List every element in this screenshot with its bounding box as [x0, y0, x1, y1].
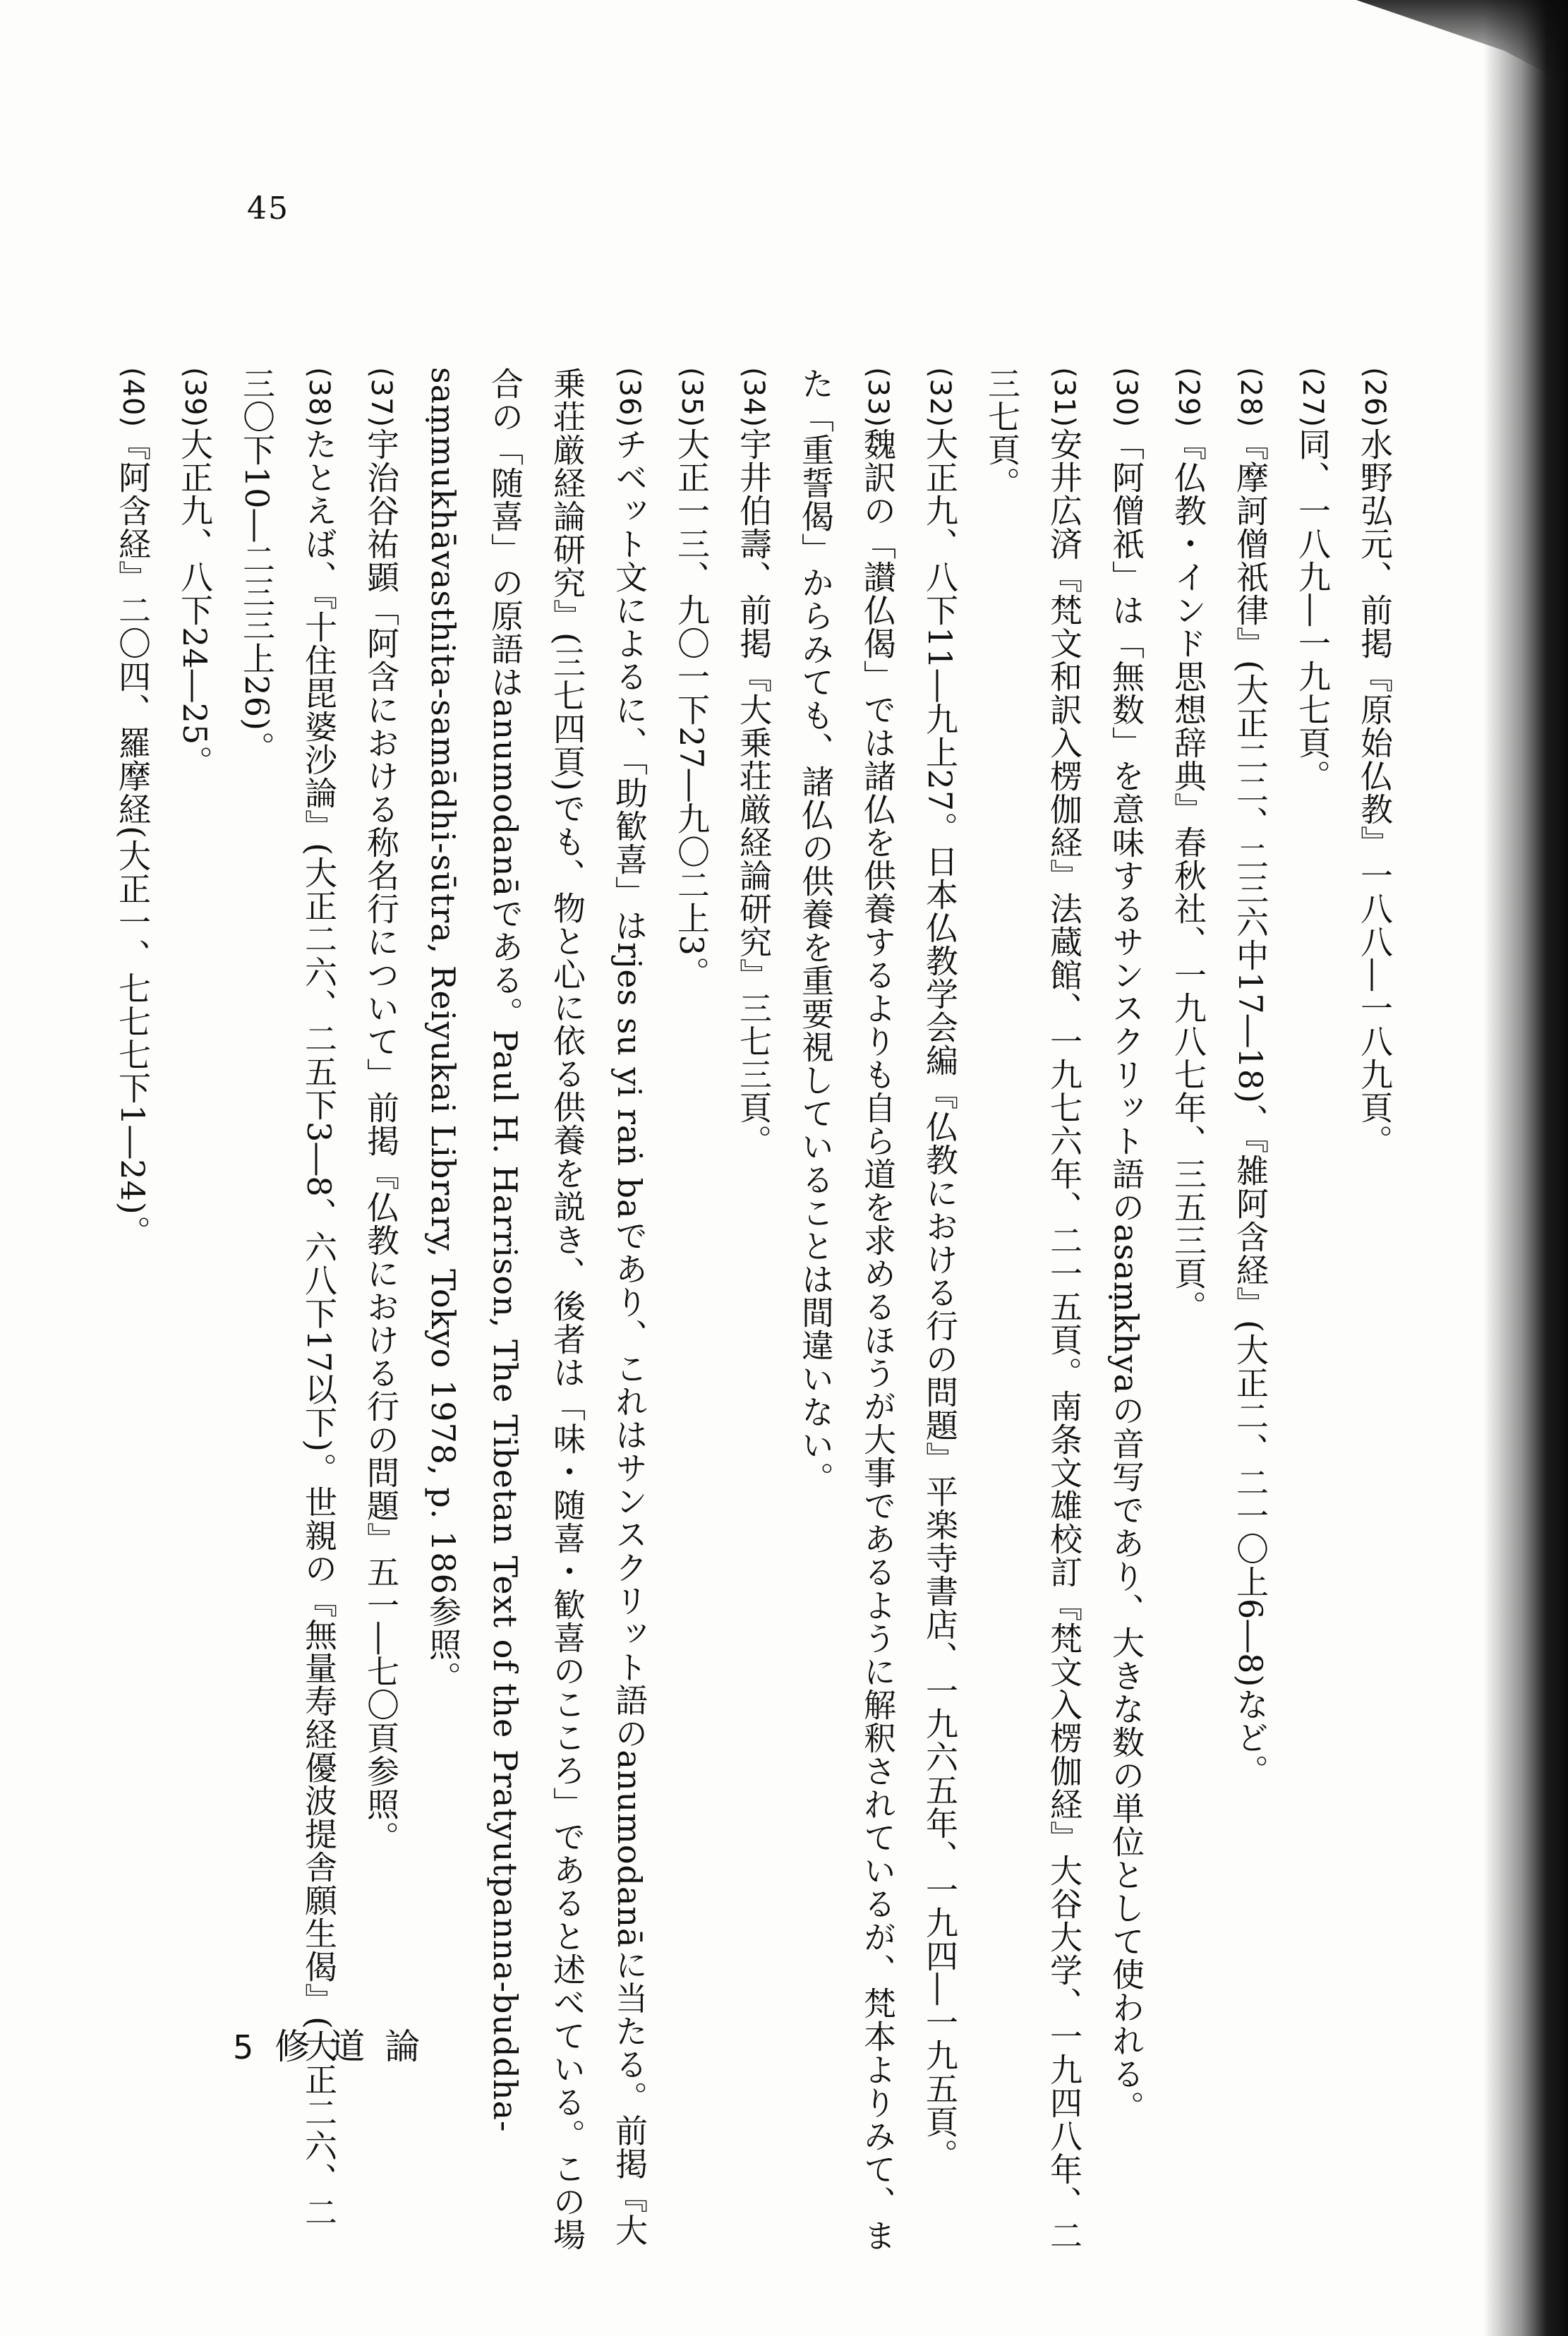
note-number: (30) — [1110, 367, 1142, 428]
scan-edge-shadow — [1483, 0, 1568, 2336]
note-text: 水野弘元、前掲『原始仏教』一八八―一八九頁。 — [1356, 428, 1394, 1158]
note-33 — [785, 367, 909, 2258]
note-number: (33) — [862, 367, 894, 428]
note-number: (40) — [116, 367, 149, 428]
note-text: チベット文によるに、「助歓喜」はrjes su yi raṅ baであり、これはサンスクリット語のanumodanāに当たる。前掲『大乗荘厳経論研究』(三七四頁)でも、物と心に依る供養を説き、後者は「味・随喜・歓喜のこころ」であると述べている。この場合の「随喜」の原語はanumodanāである。Paul H. Harrison, The Tibetan Text of the Pratyutpanna-buddha-saṃmukhāvasthita-samādhi-sūtra, Reiyukai Library, Tokyo 1978, p. 186参照。 — [424, 367, 649, 2251]
page-number: 45 — [247, 191, 289, 227]
note-text: 大正一三、九〇一下27―九〇二上3。 — [673, 428, 711, 989]
note-number: (38) — [303, 367, 335, 428]
chapter-title: 修道論 — [275, 2026, 440, 2067]
note-text: 宇井伯壽、前掲『大乗荘厳経論研究』三七三頁。 — [735, 428, 773, 1158]
note-text: 『仏教・インド思想辞典』春秋社、一九八七年、三五三頁。 — [1169, 428, 1207, 1324]
note-number: (27) — [1296, 367, 1329, 428]
note-32 — [909, 367, 971, 2258]
note-text: 『摩訶僧祇律』(大正二二、二三六中17―18)、『雑阿含経』(大正二、二一〇上6―8)など。 — [1231, 428, 1270, 1788]
note-text: 魏訳の「讃仏偈」では諸仏を供養するよりも自ら道を求めるほうが大事であるように解釈されているが、梵本よりみて、また「重誓偈」からみても、諸仏の供養を重要視していることは間違いない。 — [797, 367, 897, 2253]
note-number: (34) — [737, 367, 770, 428]
note-text: 安井広済『梵文和訳入楞伽経』法蔵館、一九七六年、二一五頁。南条文雄校訂『梵文入楞伽経』大谷大学、一九四八年、二三七頁。 — [983, 367, 1083, 2253]
note-text: 大正九、八下24―25。 — [176, 428, 214, 779]
endnotes — [102, 367, 1406, 2258]
note-30 — [1095, 367, 1157, 2258]
note-39 — [164, 367, 226, 2258]
note-37 — [350, 367, 412, 2258]
note-31 — [971, 367, 1095, 2258]
note-34 — [723, 367, 785, 2258]
note-29 — [1157, 367, 1219, 2258]
note-27 — [1281, 367, 1344, 2258]
note-28 — [1219, 367, 1281, 2258]
note-number: (31) — [1048, 367, 1080, 428]
note-number: (32) — [924, 367, 956, 428]
note-number: (36) — [613, 367, 646, 428]
note-38 — [226, 367, 350, 2258]
note-number: (35) — [675, 367, 708, 428]
note-text: 「阿僧祇」は「無数」を意味するサンスクリット語のasaṃkhyaの音写であり、大きな数の単位として使われる。 — [1107, 428, 1145, 2124]
note-number: (26) — [1358, 367, 1391, 428]
note-text: 大正九、八下11―九上27。日本仏教学会編『仏教における行の問題』平楽寺書店、一九六五年、一九四―一九五頁。 — [921, 428, 959, 2172]
note-26 — [1344, 367, 1406, 2258]
running-footer — [233, 2018, 440, 2069]
note-35 — [661, 367, 723, 2258]
note-text: 宇治谷祐顕「阿含における称名行について」前掲『仏教における行の問題』五一―七〇頁参照。 — [362, 428, 400, 1855]
note-number: (37) — [365, 367, 397, 428]
note-text: 『阿含経』二〇四、羅摩経(大正一、七七七下1―24)。 — [114, 428, 152, 1248]
note-number: (39) — [179, 367, 211, 428]
note-36 — [412, 367, 661, 2258]
note-40 — [102, 367, 164, 2258]
note-text: たとえば、『十住毘婆沙論』(大正二六、二五下3―8、六八下17以下)。世親の『無量寿経優波提舎願生偈』(大正二六、二三〇下10―二三三上26)。 — [238, 367, 338, 2229]
note-number: (29) — [1172, 367, 1205, 428]
chapter-number: 5 — [233, 2028, 254, 2066]
note-text: 同、一八九―一九七頁。 — [1293, 428, 1332, 793]
note-number: (28) — [1234, 367, 1267, 428]
